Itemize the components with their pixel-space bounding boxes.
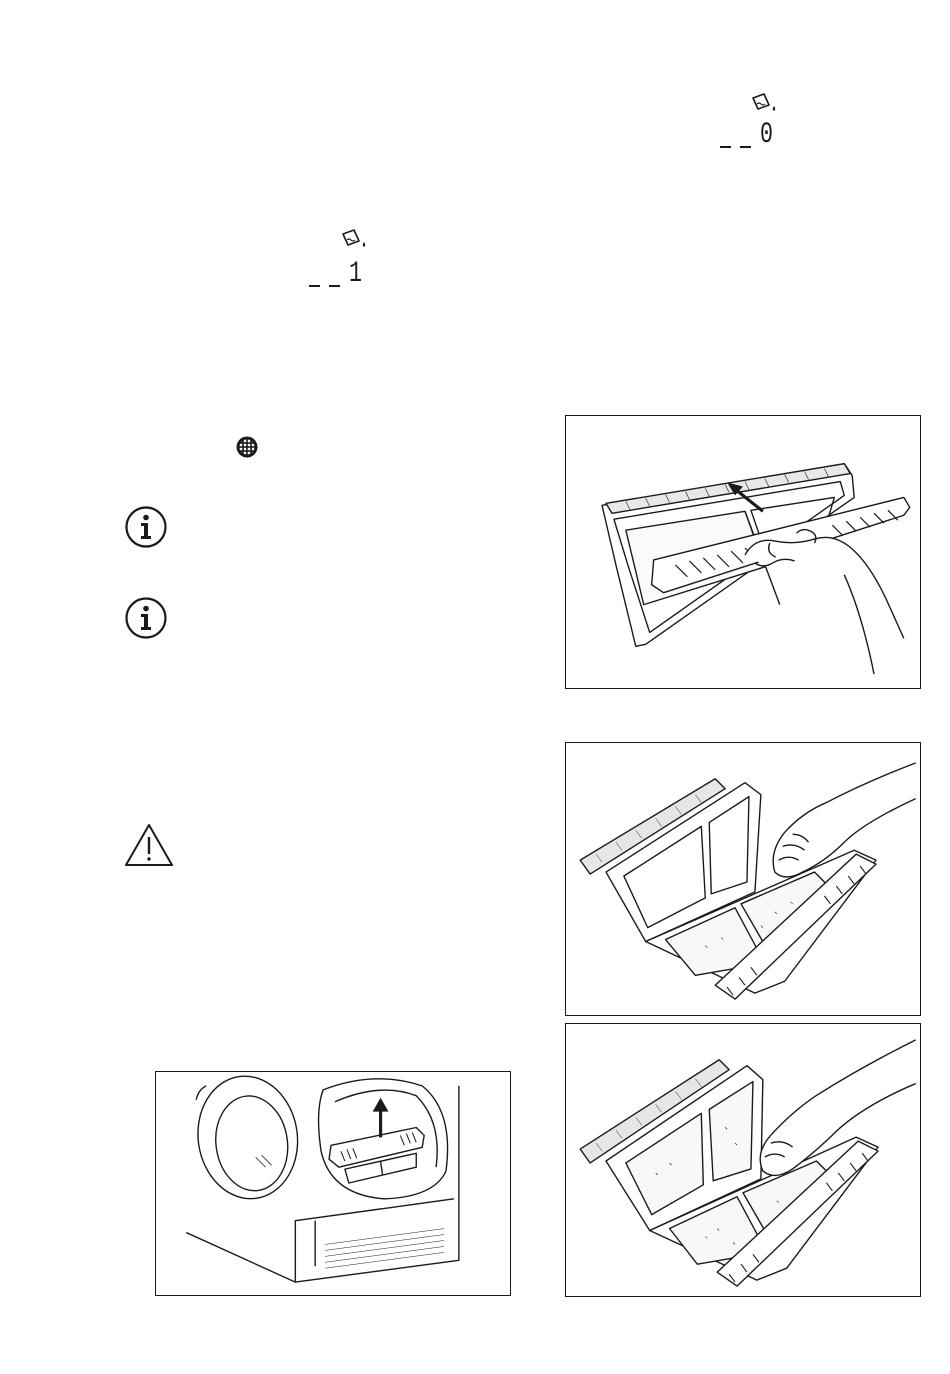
filter-open-clean-figure-1 <box>565 742 921 1016</box>
info-icon <box>124 596 168 640</box>
filter-lid-open-hand-figure <box>565 415 921 689</box>
lcd-readout <box>309 257 367 291</box>
lcd-indicator-middle <box>307 228 387 290</box>
filter-grid-icon <box>235 435 259 459</box>
lcd-readout <box>720 118 778 152</box>
lcd-indicator-top <box>718 92 798 152</box>
water-container-icon <box>750 92 778 116</box>
dryer-door-filter-removal-figure <box>155 1071 511 1296</box>
lcd-digit: 1 <box>349 257 362 291</box>
warning-triangle-icon <box>124 823 174 867</box>
lcd-digit: 0 <box>760 118 773 152</box>
water-container-icon <box>340 228 368 252</box>
info-icon <box>124 505 168 549</box>
filter-open-clean-figure-2 <box>565 1023 921 1297</box>
